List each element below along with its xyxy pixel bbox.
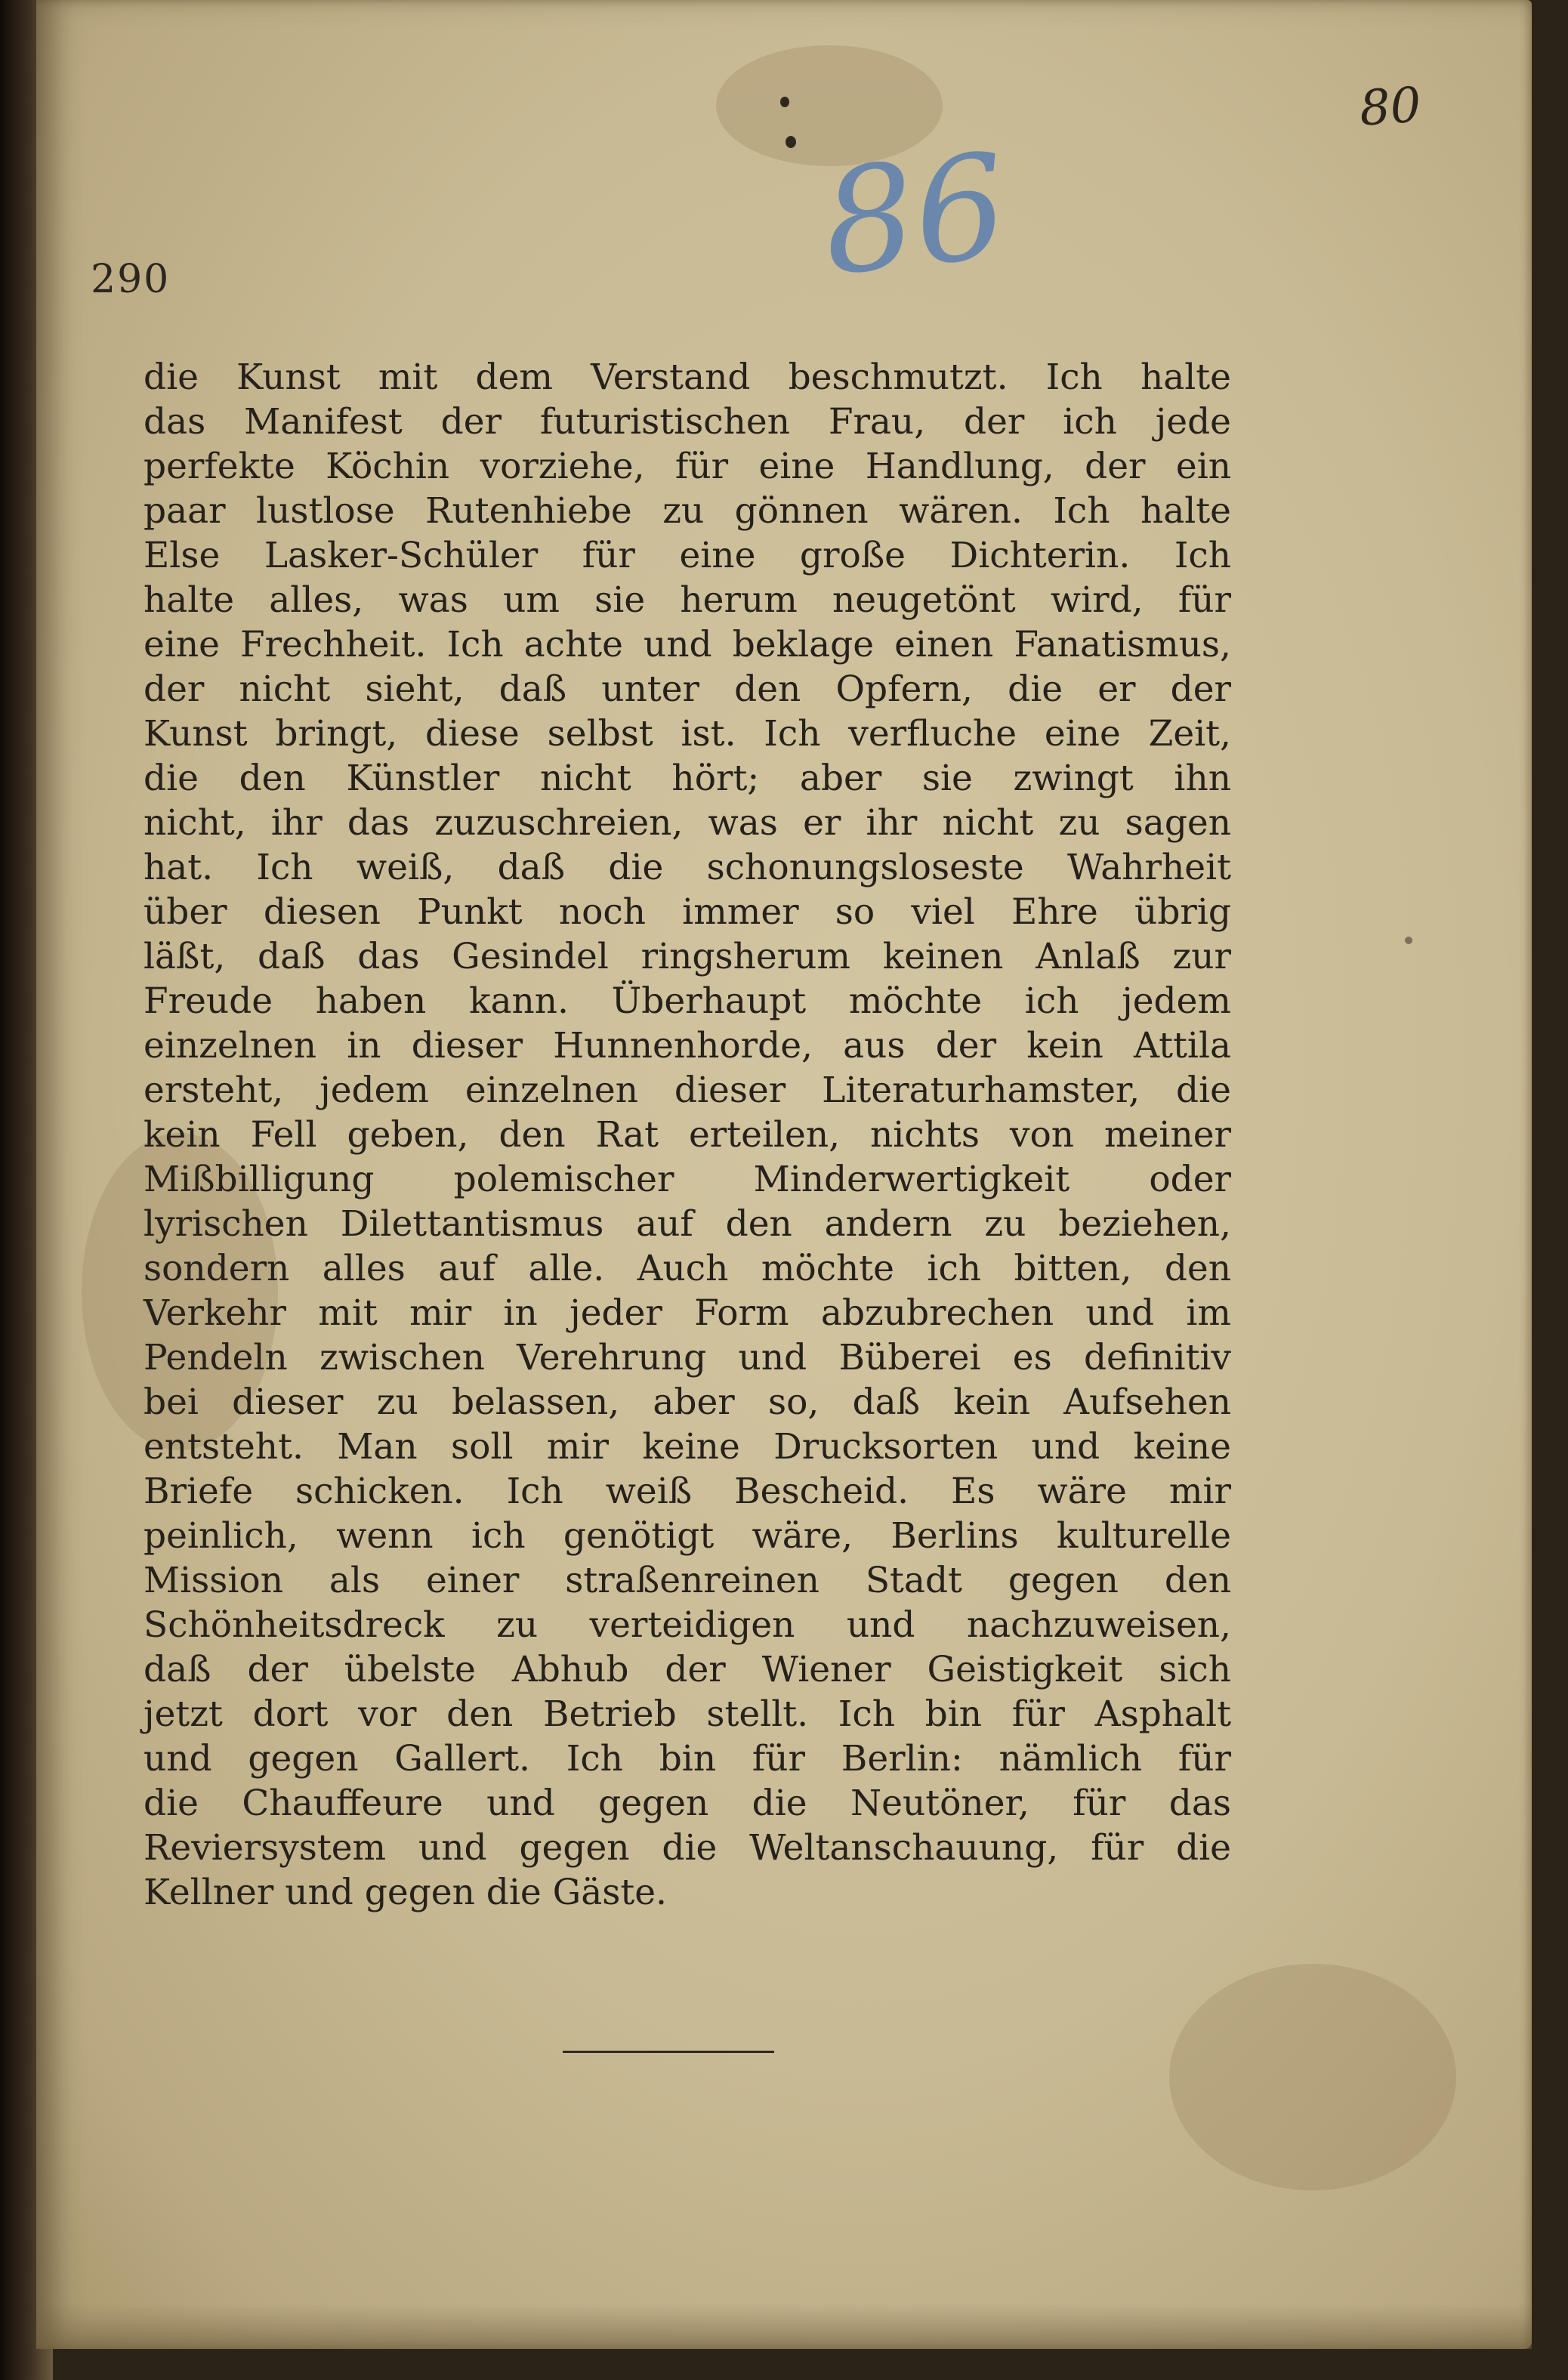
page-number: 290 — [91, 257, 171, 302]
ink-speck — [780, 97, 789, 107]
text-line: das Manifest der futuristischen Frau, der ich jede — [144, 401, 1231, 443]
text-line: Mißbilligung polemischer Minderwertigkeit oder — [144, 1159, 1231, 1200]
text-line: eine Frechheit. Ich achte und beklage einen Fanatismus, — [144, 624, 1231, 665]
text-line: Kellner und gegen die Gäste. — [144, 1872, 667, 1913]
text-line: Verkehr mit mir in jeder Form abzubrechen und im — [144, 1292, 1231, 1334]
text-line: entsteht. Man soll mir keine Drucksorten und keine — [144, 1426, 1231, 1468]
text-line: ersteht, jedem einzelnen dieser Literaturhamster, die — [144, 1070, 1231, 1111]
text-line: peinlich, wenn ich genötigt wäre, Berlins kulturelle — [144, 1515, 1231, 1557]
body-text — [144, 355, 1231, 1915]
text-line: Pendeln zwischen Verehrung und Büberei es definitiv — [144, 1337, 1231, 1378]
text-line: Kunst bringt, diese selbst ist. Ich verfluche eine Zeit, — [144, 713, 1231, 755]
ink-speck — [1405, 937, 1412, 944]
end-rule — [563, 2051, 774, 2053]
text-line: die den Künstler nicht hört; aber sie zwingt ihn — [144, 758, 1231, 799]
text-line: kein Fell geben, den Rat erteilen, nichts von meiner — [144, 1114, 1231, 1156]
ink-speck — [786, 136, 796, 148]
paper-stain — [1169, 1964, 1456, 2190]
text-line: Mission als einer straßenreinen Stadt gegen den — [144, 1560, 1231, 1601]
text-line: Reviersystem und gegen die Weltanschauung, für die — [144, 1827, 1231, 1869]
text-line: der nicht sieht, daß unter den Opfern, die er der — [144, 668, 1231, 710]
text-line: halte alles, was um sie herum neugetönt wird, für — [144, 579, 1231, 621]
text-line: jetzt dort vor den Betrieb stellt. Ich bin für Asphalt — [144, 1693, 1231, 1735]
text-line: einzelnen in dieser Hunnenhorde, aus der kein Attila — [144, 1025, 1231, 1067]
text-line: läßt, daß das Gesindel ringsherum keinen Anlaß zur — [144, 936, 1231, 977]
text-line: Schönheitsdreck zu verteidigen und nachzuweisen, — [144, 1604, 1231, 1646]
text-line: sondern alles auf alle. Auch möchte ich bitten, den — [144, 1248, 1231, 1289]
text-line: paar lustlose Rutenhiebe zu gönnen wären. Ich halte — [144, 490, 1231, 532]
text-line: Else Lasker-Schüler für eine große Dichterin. Ich — [144, 535, 1231, 576]
archive-folio-number: 80 — [1357, 77, 1423, 137]
text-line: perfekte Köchin vorziehe, für eine Handlung, der ein — [144, 446, 1231, 487]
text-line: bei dieser zu belassen, aber so, daß kein Aufsehen — [144, 1381, 1231, 1423]
text-line: und gegen Gallert. Ich bin für Berlin: nämlich für — [144, 1738, 1231, 1780]
text-line: lyrischen Dilettantismus auf den andern zu beziehen, — [144, 1203, 1231, 1245]
pencil-annotation: 86 — [815, 122, 1014, 308]
text-line: daß der übelste Abhub der Wiener Geistigkeit sich — [144, 1649, 1231, 1690]
text-line: die Chauffeure und gegen die Neutöner, für das — [144, 1783, 1231, 1824]
text-line: nicht, ihr das zuzuschreien, was er ihr nicht zu sagen — [144, 802, 1231, 844]
text-line: die Kunst mit dem Verstand beschmutzt. Ich halte — [144, 357, 1231, 398]
text-line: Briefe schicken. Ich weiß Bescheid. Es wäre mir — [144, 1471, 1231, 1512]
text-line: Freude haben kann. Überhaupt möchte ich jedem — [144, 980, 1231, 1022]
text-line: hat. Ich weiß, daß die schonungsloseste Wahrheit — [144, 847, 1231, 888]
text-line: über diesen Punkt noch immer so viel Ehre übrig — [144, 891, 1231, 933]
page-bottom-edge — [36, 2304, 1532, 2349]
